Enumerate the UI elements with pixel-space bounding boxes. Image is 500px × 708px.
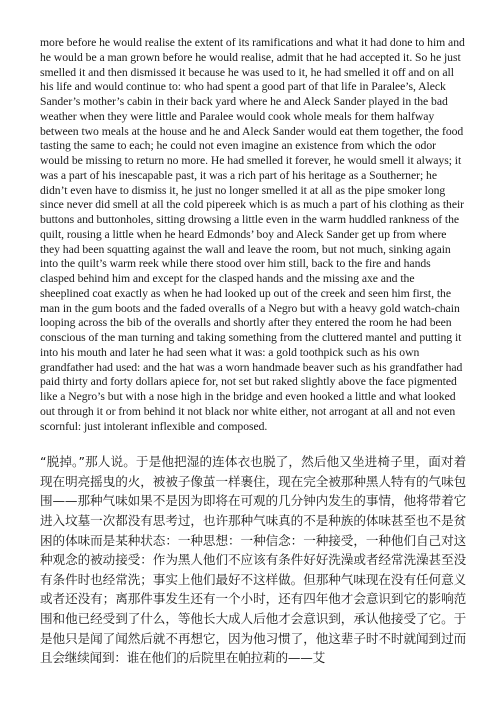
english-paragraph: more before he would realise the extent of its ramifications and what it had done to him and he would be a man grown before he would realise, admit that he had accepted it. So he just smelled it and then dismissed it because he was used to it, he had smelled it off and on all his life and would continue to: who had spent a good part of that life in Paralee’s, Aleck Sander’s mother’s cabin in their back yard where he and Aleck Sander played in the bad weather when they were little and Paralee would cook whole meals for them halfway between two meals at the house and he and Aleck Sander would eat them together, the food tasting the same to each; he could not even imagine an existence from which the odor would be missing to return no more. He had smelled it forever, he would smell it always; it was a part of his inescapable past, it was a rich part of his heritage as a Southerner; he didn’t even have to dismiss it, he just no longer smelled it at all as the pipe smoker long since never did smell at all the cold pipereek which is as much a part of his clothing as their buttons and buttonholes, sitting drowsing a little even in the warm huddled rankness of the quilt, rousing a little when he heard Edmonds’ boy and Aleck Sander get up from where they had been squatting against the wall and leave the room, but not much, sinking again into the quilt’s warm reek while there stood over him still, back to the fire and hands clasped behind him and except for the clasped hands and the missing axe and the sheeplined coat exactly as when he had looked up out of the creek and seen him first, the man in the gum boots and the faded overalls of a Negro but with a heavy gold watch-chain looping across the bib of the overalls and shortly after they entered the room he had been conscious of the man turning and taking something from the cluttered mantel and putting it into his mouth and later he had seen what it was: a gold toothpick such as his own grandfather had used: and the hat was a worn handmade beaver such as his grandfather had paid thirty and forty dollars apiece for, not set but raked slightly above the face pigmented like a Negro’s but with a nose high in the bridge and even hooked a little and what looked out through it or from behind it not black nor white either, not arrogant at all and not even scornful: just intolerant inflexible and composed.: [40, 36, 465, 433]
chinese-paragraph: “脱掉。”那人说。于是他把湿的连体衣也脱了，然后他又坐进椅子里，面对着现在明亮摇曳的火，被被子像茧一样裹住，现在完全被那种黑人特有的气味包围——那种气味如果不是因为即将在可观的几分钟内发生的事情，他将带着它进入坟墓一次都没有思考过，也许那种气味真的不是种族的体味甚至也不是贫困的体味而是某种状态：一种思想：一种信念：一种接受，一种他们自己对这种观念的被动接受：作为黑人他们不应该有条件好好洗澡或者经常洗澡甚至没有条件时也经常洗；事实上他们最好不这样做。但那种气味现在没有任何意义或者还没有；离那件事发生还有一个小时，还有四年他才会意识到它的影响范围和他已经受到了什么，等他长大成人后他才会意识到，承认他接受了它。于是他只是闻了闻然后就不再想它，因为他习惯了，他这辈子时不时就闻到过而且会继续闻到：谁在他们的后院里在帕拉莉的——艾: [40, 454, 466, 666]
book-page: [40, 36, 466, 668]
